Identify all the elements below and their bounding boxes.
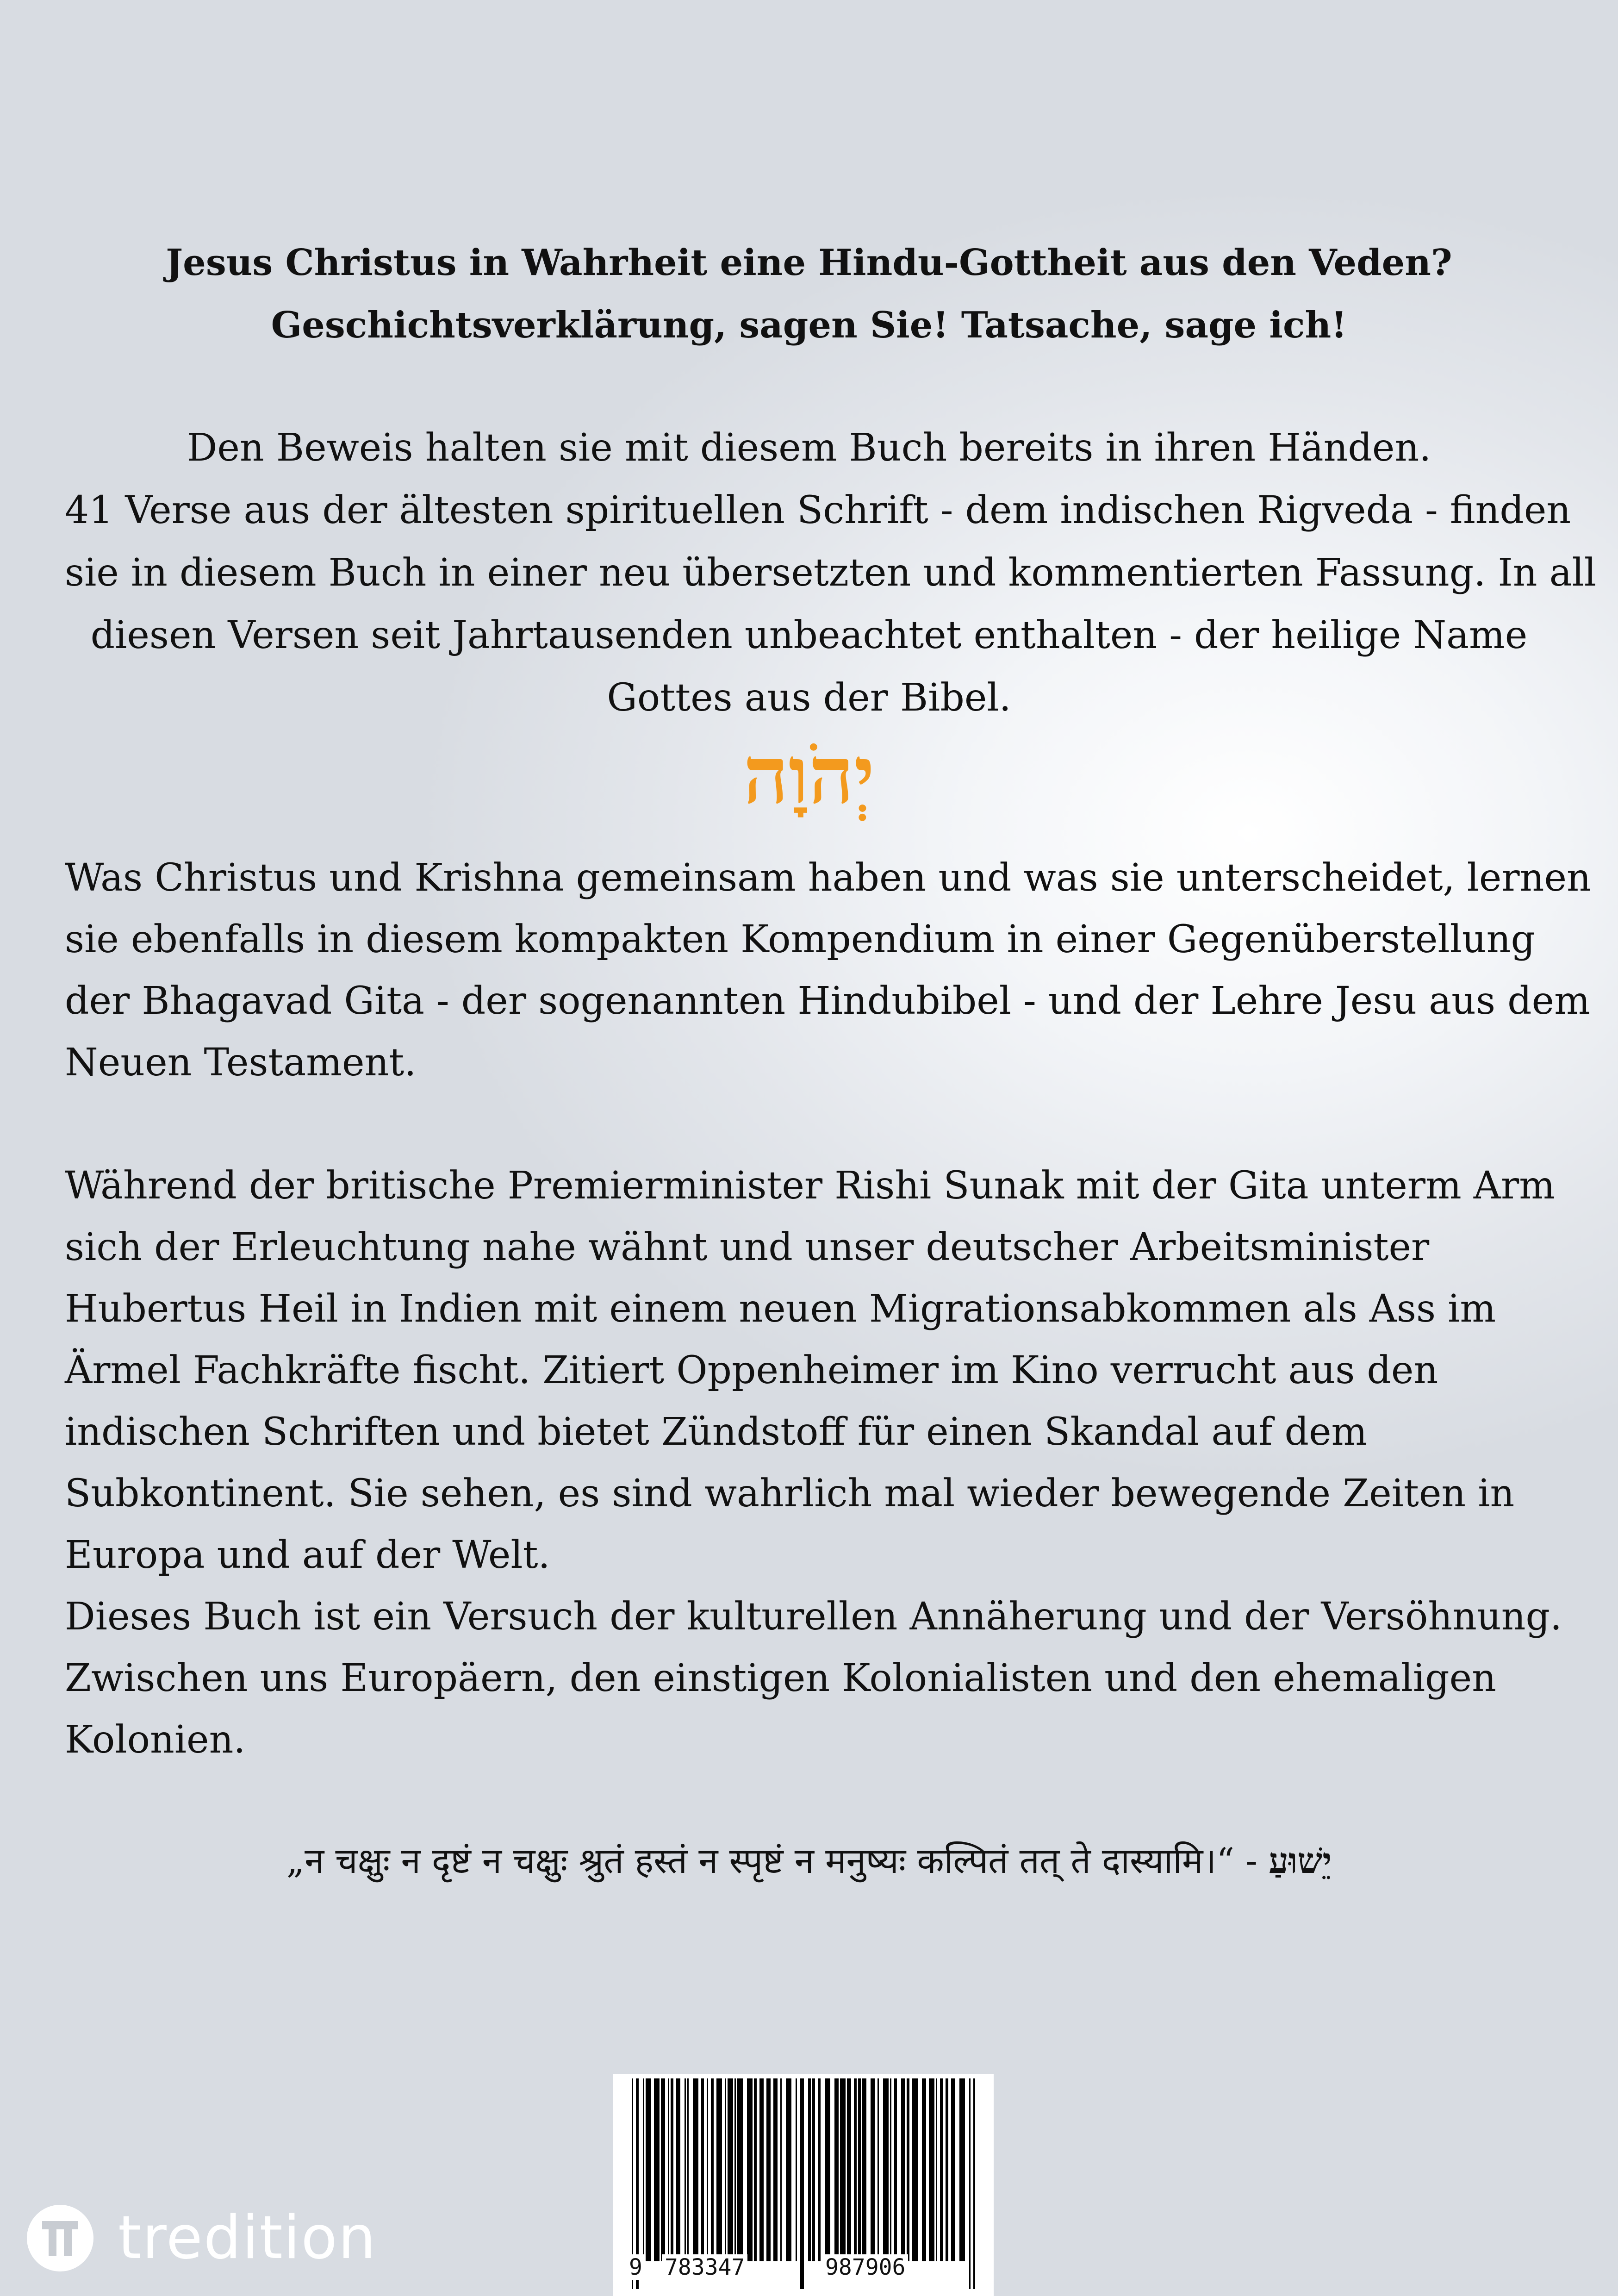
headline-line: Jesus Christus in Wahrheit eine Hindu-Gottheit aus den Veden? <box>166 242 1452 284</box>
barcode-bar <box>734 2078 736 2261</box>
sanskrit-quote <box>65 1831 1553 1891</box>
intro-line: Gottes aus der Bibel. <box>607 676 1011 720</box>
publisher-logo <box>25 2203 377 2273</box>
context-paragraph <box>65 1155 1562 1771</box>
paragraph-line: Dieses Buch ist ein Versuch der kulturellen Annäherung und der Versöhnung. <box>65 1595 1562 1639</box>
barcode-bar <box>812 2078 815 2261</box>
barcode-bar <box>716 2078 722 2261</box>
barcode-bar <box>707 2078 708 2261</box>
barcode-bar <box>711 2078 714 2261</box>
headline-line: Geschichtsverklärung, sagen Sie! Tatsache, sage ich! <box>271 304 1347 346</box>
barcode-bar <box>685 2078 686 2261</box>
barcode-bar <box>693 2078 698 2261</box>
comparison-paragraph <box>65 847 1591 1093</box>
barcode-bar <box>808 2078 811 2261</box>
barcode-bar <box>747 2078 753 2261</box>
barcode-bar <box>883 2078 889 2261</box>
intro-line: 41 Verse aus der ältesten spirituellen Schrift - dem indischen Rigveda - finden <box>65 488 1571 532</box>
paragraph-line: Zwischen uns Europäern, den einstigen Kolonialisten und den ehemaligen <box>65 1656 1496 1700</box>
paragraph-line: der Bhagavad Gita - der sogenannten Hindubibel - und der Lehre Jesu aus dem <box>65 979 1590 1023</box>
barcode-bar <box>786 2078 791 2261</box>
barcode-bar <box>929 2078 934 2261</box>
barcode-bar <box>825 2078 830 2261</box>
barcode-bar <box>871 2078 875 2261</box>
paragraph-line: Während der britische Premierminister Rishi Sunak mit der Gita unterm Arm <box>65 1164 1555 1208</box>
isbn-digits <box>613 2254 994 2291</box>
intro-line: Den Beweis halten sie mit diesem Buch bereits in ihren Händen. <box>187 426 1431 470</box>
paragraph-line: Ärmel Fachkräfte fischt. Zitiert Oppenheimer im Kino verrucht aus den <box>65 1348 1438 1392</box>
isbn-digit-group: 987906 <box>822 2254 908 2280</box>
barcode-bar <box>754 2078 757 2261</box>
barcode-bar <box>671 2078 673 2261</box>
barcode-bar <box>646 2078 651 2261</box>
barcode-bar <box>894 2078 897 2261</box>
quote-text: „न चक्षुः न दृष्टं न चक्षुः श्रुतं हस्तं न स्पृष्टं न मनुष्यः कल्पितं तत् ते दास्यामि।“ - <box>286 1840 1269 1881</box>
tredition-logo-icon <box>25 2203 95 2273</box>
intro-line: sie in diesem Buch in einer neu übersetzten und kommentierten Fassung. In all <box>65 551 1596 595</box>
paragraph-line: sie ebenfalls in diesem kompakten Kompendium in einer Gegenüberstellung <box>65 917 1535 961</box>
divine-name <box>65 724 1553 826</box>
barcode-bar <box>862 2078 866 2261</box>
barcode-bar <box>940 2078 943 2261</box>
paragraph-line: Subkontinent. Sie sehen, es sind wahrlich mal wieder bewegende Zeiten in <box>65 1472 1515 1516</box>
isbn-digit-group: 9 <box>626 2254 645 2280</box>
barcode-bar <box>877 2078 879 2261</box>
intro-paragraph <box>65 417 1596 729</box>
barcode-bar <box>951 2078 955 2261</box>
barcode-bar <box>661 2078 665 2261</box>
isbn-barcode <box>613 2074 994 2296</box>
barcode-bar <box>890 2078 891 2261</box>
barcode-bar <box>858 2078 861 2261</box>
paragraph-line: indischen Schriften und bietet Zündstoff für einen Skandal auf dem <box>65 1410 1368 1454</box>
intro-line: diesen Versen seit Jahrtausenden unbeachtet enthalten - der heilige Name <box>90 613 1528 657</box>
headline <box>65 231 1553 356</box>
quote-source: יֵשׁוּעַ <box>1269 1840 1332 1881</box>
paragraph-line: sich der Erleuchtung nahe wähnt und unser deutscher Arbeitsminister <box>65 1225 1430 1269</box>
barcode-bar <box>818 2078 821 2261</box>
barcode-bar <box>728 2078 733 2261</box>
barcode-bar <box>901 2078 905 2261</box>
paragraph-line: Kolonien. <box>65 1718 246 1762</box>
barcode-bar <box>959 2078 965 2261</box>
barcode-bar <box>668 2078 669 2261</box>
paragraph-line: Was Christus und Krishna gemeinsam haben und was sie unterscheidet, lernen <box>65 856 1591 900</box>
barcode-bar <box>766 2078 771 2261</box>
barcode-bar <box>834 2078 839 2261</box>
barcode-bar <box>847 2078 851 2261</box>
barcode-bar <box>907 2078 909 2261</box>
paragraph-line: Europa und auf der Welt. <box>65 1533 550 1577</box>
paragraph-line: Neuen Testament. <box>65 1041 417 1085</box>
barcode-bar <box>759 2078 764 2261</box>
barcode-bar <box>854 2078 857 2261</box>
barcode-bar <box>643 2078 644 2261</box>
publisher-name: tredition <box>118 2203 377 2272</box>
barcode-bar <box>796 2078 797 2261</box>
barcode-bar <box>840 2078 846 2261</box>
barcode-bar <box>936 2078 937 2261</box>
barcode-bar <box>687 2078 689 2261</box>
barcode-bar <box>912 2078 918 2261</box>
barcode-bar <box>654 2078 660 2261</box>
barcode-bar <box>922 2078 926 2261</box>
isbn-digit-group: 783347 <box>662 2254 747 2280</box>
barcode-bar <box>701 2078 704 2261</box>
barcode-bar <box>725 2078 726 2261</box>
barcode-bar <box>737 2078 743 2261</box>
divine-name-text: יְהֹוָה <box>743 729 875 822</box>
barcode-bar <box>780 2078 782 2261</box>
barcode-bar <box>946 2078 948 2261</box>
paragraph-line: Hubertus Heil in Indien mit einem neuen Migrationsabkommen als Ass im <box>65 1287 1496 1331</box>
barcode-bar <box>773 2078 778 2261</box>
barcode-bar <box>676 2078 680 2261</box>
